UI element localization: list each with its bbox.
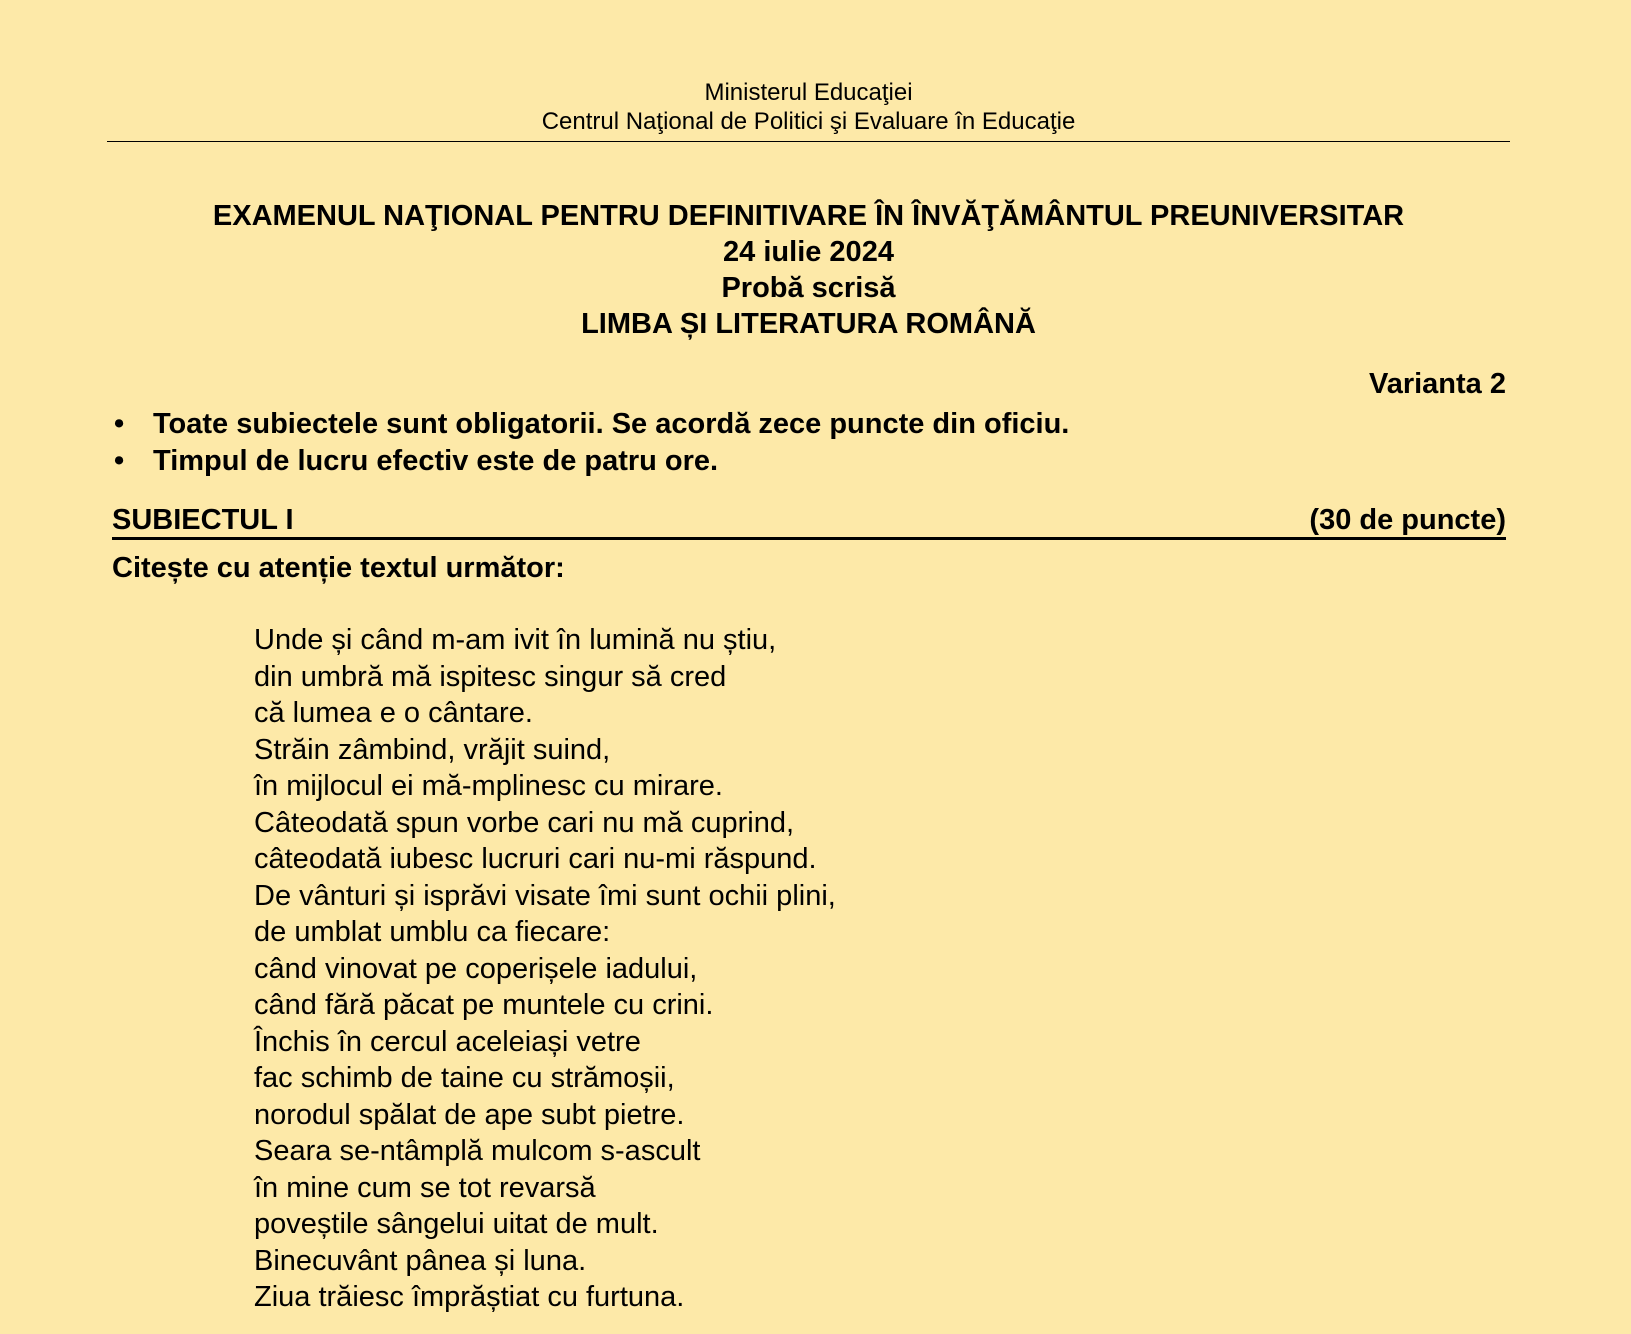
exam-title: EXAMENUL NAŢIONAL PENTRU DEFINITIVARE ÎN ÎNVĂŢĂMÂNTUL PREUNIVERSITAR — [212, 200, 1405, 232]
poem-line: Seara se-ntâmplă mulcom s-ascult — [254, 1135, 701, 1167]
subject-heading — [112, 503, 1506, 540]
poem-line: Unde și când m-am ivit în lumină nu știu, — [254, 624, 777, 656]
rule-item — [112, 443, 1069, 480]
poem-line: Câteodată spun vorbe cari nu mă cuprind, — [254, 806, 795, 839]
document-header — [107, 78, 1510, 136]
poem-line: Binecuvânt pânea și luna. — [254, 1244, 587, 1277]
exam-date: 24 iulie 2024 — [723, 236, 894, 268]
rule-item — [112, 406, 1069, 443]
poem-line: câteodată iubesc lucruri cari nu-mi răspund. — [254, 843, 817, 875]
poem-line: Închis în cercul aceleiași vetre — [254, 1025, 641, 1058]
poem-line: când fără păcat pe muntele cu crini. — [254, 989, 714, 1021]
poem-line: în mine cum se tot revarsă — [254, 1171, 596, 1204]
poem-line: De vânturi și isprăvi visate îmi sunt ochii plini, — [254, 879, 836, 912]
subject-points: (30 de puncte) — [1309, 504, 1506, 536]
subject-title: SUBIECTUL I — [112, 504, 294, 536]
poem-line: Ziua trăiesc împrăștiat cu furtuna. — [254, 1281, 685, 1313]
rule-text: Timpul de lucru efectiv este de patru ore. — [153, 445, 719, 477]
exam-type: Probă scrisă — [721, 272, 896, 304]
poem-line: în mijlocul ei mă-mplinesc cu mirare. — [254, 770, 723, 802]
bullet-icon: • — [114, 445, 125, 477]
poem-line: din umbră mă ispitesc singur să cred — [254, 660, 727, 693]
poem-line: poveștile sângelui uitat de mult. — [254, 1208, 659, 1240]
ministry-name: Ministerul Educaţiei — [704, 79, 913, 106]
header-divider — [107, 141, 1510, 142]
poem-line: Străin zâmbind, vrăjit suind, — [254, 733, 611, 766]
poem-line: de umblat umblu ca fiecare: — [254, 916, 611, 948]
poem-line: când vinovat pe coperișele iadului, — [254, 952, 698, 985]
variant-label: Varianta 2 — [1368, 368, 1506, 400]
exam-subject: LIMBA ȘI LITERATURA ROMÂNĂ — [581, 308, 1036, 340]
exam-rules — [112, 406, 1069, 480]
poem-line: norodul spălat de ape subt pietre. — [254, 1098, 685, 1131]
reading-instruction: Citește cu atenție textul următor: — [112, 552, 565, 584]
center-name: Centrul Naţional de Politici şi Evaluare în Educaţie — [541, 108, 1076, 135]
poem-line: fac schimb de taine cu strămoșii, — [254, 1062, 675, 1094]
exam-title-block — [107, 198, 1510, 342]
rule-text: Toate subiectele sunt obligatorii. Se acordă zece puncte din oficiu. — [153, 408, 1070, 440]
bullet-icon: • — [114, 408, 125, 440]
poem-text — [254, 622, 836, 1316]
poem-line: că lumea e o cântare. — [254, 697, 533, 729]
